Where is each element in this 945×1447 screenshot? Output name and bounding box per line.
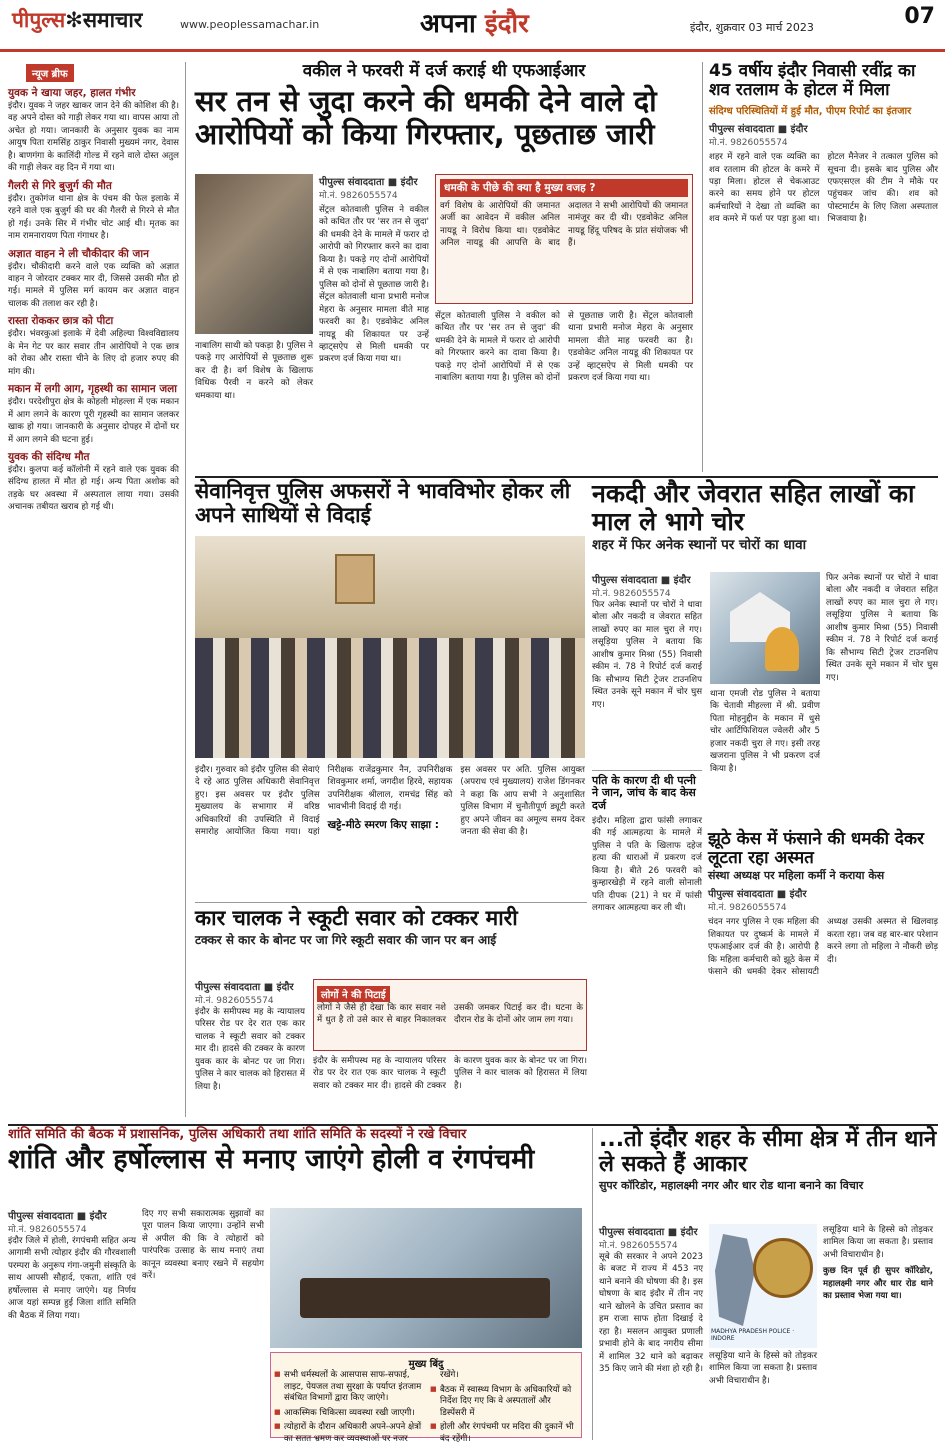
byline: पीपुल्स संवाददाता ■ इंदौर: [8, 1211, 107, 1222]
story-headline[interactable]: झूठे केस में फंसाने की धमकी देकर लूटता रहा अस्मत: [708, 829, 924, 869]
story-headline[interactable]: सेवानिवृत्त पुलिस अफसरों ने भावविभोर होकर ली अपने साथियों से विदाई: [195, 479, 571, 527]
police-badge-icon: [753, 1238, 813, 1298]
conference-table: [300, 1278, 550, 1318]
story-headline[interactable]: 45 वर्षीय इंदौर निवासी रवींद्र का शव रतलाम के होटल में मिला: [709, 61, 916, 101]
story-new-police-stations: [592, 1128, 938, 1440]
brief-item: गैलरी से गिरे बुजुर्ग की मौत इंदौर। तुकोगंज थाना क्षेत्र के पंचम की फेल इलाके में रहने वाले एक बुजुर्ग की घर की गैलरी से गिरने से मौत हो गई। उनके सिर में गंभीर चोट आई थी। मृतक का नाम रामनारायण पिता गंगाधर है।: [8, 179, 179, 242]
story-kicker: वकील ने फरवरी में दर्ज कराई थी एफआईआर: [302, 61, 586, 81]
story-peace-committee: [8, 1127, 582, 1444]
story-headline[interactable]: पति के कारण दी थी पत्नी ने जान, जांच के बाद केस दर्ज: [592, 774, 696, 812]
story-body-found: [702, 62, 938, 472]
story-headline[interactable]: सर तन से जुदा करने की धमकी देने वाले दो आरोपियों को किया गिरफ्तार, पूछताछ जारी: [195, 84, 657, 151]
story-kicker: शांति समिति की बैठक में प्रशासनिक, पुलिस अधिकारी तथा शांति समिति के सदस्यों ने रखे विचार: [8, 1127, 467, 1142]
portrait-frame-icon: [335, 554, 375, 604]
story-continued: सेंट्रल कोतवाली पुलिस ने वकील को कथित तौर पर 'सर तन से जुदा' की धमकी देने के मामले में फरार दो आरोपी को गिरफ्तार करने का दावा किया है। पकड़े गए दोनों आरोपियों में से एक नाबालिग बताया गया है। पुलिस को दोनों से पूछताछ जारी है। सेंट्रल कोतवाली थाना प्रभारी मनोज मेहरा के अनुसार मामला वीते माह फरवरी का है। एडवोकेट अनिल नायडू की शिकायत पर उन्हें व्हाट्सऐप से मिली धमकी पर प्रकरण दर्ज किया गया था।: [435, 311, 693, 384]
story-body: पीपुल्स संवाददाता ■ इंदौर मो.नं. 9826055574 सूबे की सरकार ने अपने 2023 के बजट में राज्य में 453 नए थाने बनाने की घोषणा की है। इस घोषणा के बाद इंदौर में तीन नए थाने खोलने के उचित प्रस्ताव का हम राजा साफ होता दिखाई दे रहा है। मसलन आयुक्त प्रणाली प्रभावी होने के बाद नगरीय सीमा में शामिल 32 थाने को बढ़ाकर 35 किए जाने की मंशा हो रही है।: [599, 1224, 703, 1440]
story-body-2: इंदौर के समीपस्थ मह के न्यायालय परिसर रोड पर देर रात एक कार चालक ने स्कूटी सवार को टक्कर मार दी। हादसे की टक्कर के कारण युवक कार के बोनट पर जा गिरा। पुलिस ने कार चालक को हिरासत में लिया है।: [313, 1056, 587, 1091]
divider: [8, 1124, 938, 1126]
story-headline[interactable]: कार चालक ने स्कूटी सवार को टक्कर मारी: [195, 906, 518, 930]
meeting-photo: [270, 1208, 582, 1348]
people-row: [195, 638, 585, 758]
key-points-box: मुख्य बिंदु ■ सभी धर्मस्थलों के आसपास साफ-सफाई, लाइट, पेयजल तथा सुरक्षा के पर्याप्त इंतजाम संबंधित विभागों द्वारा किए जाएंगे। ■ आकस्मिक चिकित्सा व्यवस्था रखी जाएगी। ■ त्योहारों के दौरान अधिकारी अपने-अपने क्षेत्रों का सतत भ्रमण कर व्यवस्थाओं पर नजर रखेंगे। ■ बैठक में स्वास्थ्य विभाग के अधिकारियों को निर्देश दिए गए कि वे अस्पतालों और डिस्पेंसरी में ■ होली और रंगपंचमी पर मदिरा की दुकानें भी बंद रहेंगी।: [270, 1352, 582, 1438]
story-body-2: लसूड़िया थाने के हिस्से को तोड़कर शामिल किया जा सकता है। प्रस्ताव अभी विचाराधीन है।: [709, 1351, 817, 1386]
story-body-3: लसूड़िया थाने के हिस्से को तोड़कर शामिल किया जा सकता है। प्रस्ताव अभी विचाराधीन है। कुछ दिन पूर्व ही सुपर कॉरिडोर, महालक्ष्मी नगर और धार रोड थाने का प्रस्ताव भेजा गया था।: [823, 1225, 933, 1302]
key-point: ■ त्योहारों के दौरान अधिकारी अपने-अपने क्षेत्रों का सतत भ्रमण कर व्यवस्थाओं पर नजर रखेंगे।: [274, 1370, 578, 1447]
why-threat-box: धमकी के पीछे की क्या है मुख्य वजह ? वर्ग विशेष के आरोपियों की जमानत अर्जी का आवेदन में वकील अनिल नायडू ने विरोध किया था। एडवोकेट अनिल नायडू की आपत्ति के बाद अदालत ने सभी आरोपियों की जमानत नामंजूर कर दी थी। एडवोकेट अनिल नायडू हिंदू परिषद के प्रांत संयोजक भी हैं।: [435, 174, 693, 304]
masthead: [0, 0, 945, 52]
thief-icon: [765, 627, 799, 671]
story-body: पीपुल्स संवाददाता ■ इंदौर मो.नं. 9826055574 फिर अनेक स्थानों पर चोरों ने धावा बोला और नकदी व जेवरात सहित लाखों रुपए का माल चुरा ले गए। लसूड़िया पुलिस ने बताया कि आशीष कुमार मिश्रा (55) निवासी स्कीम नं. 78 ने रिपोर्ट दर्ज कराई कि सौभाग्य सिटी ट्रेजर टाउनशिप स्थित उनके सूने मकान में चोर घुस गए।: [592, 572, 702, 840]
story-wife-suicide: पति के कारण दी थी पत्नी ने जान, जांच के बाद केस दर्ज इंदौर। महिला द्वारा फांसी लगाकर की गई आत्महत्या के मामले में पुलिस ने पति के खिलाफ दहेज हत्या की धाराओं में प्रकरण दर्ज किया है। बीते 26 फरवरी को कुम्हारखेड़ी में रहने वाली सोनाली पति दीपक (21) ने घर में फांसी लगाकर आत्महत्या कर ली थी।: [592, 770, 702, 1105]
story-body-3: फिर अनेक स्थानों पर चोरों ने धावा बोला और नकदी व जेवरात सहित लाखों रुपए का माल चुरा ले गए। लसूड़िया पुलिस ने बताया कि आशीष कुमार मिश्रा (55) निवासी स्कीम नं. 78 ने रिपोर्ट दर्ज कराई कि सौभाग्य सिटी ट्रेजर टाउनशिप स्थित उनके सूने मकान में चोर घुस गए।: [826, 573, 938, 683]
news-brief-tag: न्यूज ब्रीफ: [26, 64, 74, 82]
story-assault-case: झूठे केस में फंसाने की धमकी देकर लूटता रहा अस्मत संस्था अध्यक्ष पर महिला कर्मी ने कराया केस पीपुल्स संवाददाता ■ इंदौर मो.नं. 9826055574 चंदन नगर पुलिस ने एक महिला की शिकायत पर दुष्कर्म के मामले में एफआईआर दर्ज की है। आरोपी है कि महिला कर्मचारी को झूठे केस में फंसाने की धमकी देकर सोसायटी अध्यक्ष उसकी अस्मत से खिलवाड़ करता रहा। जब वह बार-बार परेशान करने लगा तो महिला ने नौकरी छोड़ दी।: [708, 829, 938, 978]
mobile: मो.नं. 9826055574: [709, 138, 788, 149]
divider: [195, 476, 938, 478]
thief-illustration: [710, 572, 820, 684]
key-point: ■ होली और रंगपंचमी पर मदिरा की दुकानें भी बंद रहेंगी।: [430, 1422, 578, 1445]
mobile: मो.नं. 9826055574: [319, 191, 398, 201]
story-subhead: सुपर कॉरिडोर, महालक्ष्मी नगर और धार रोड थाना बनाने का विचार: [599, 1179, 864, 1193]
brief-item: रास्ता रोककर छात्र को पीटा इंदौर। भंवरकुआं इलाके में देवी अहिल्या विश्वविद्यालय के मेन गेट पर कार सवार तीन आरोपियों ने एक छात्र को रोका और रास्ता चीने के लिए दो हजार रुपए की मांग की।: [8, 315, 179, 377]
key-point: ■ बैठक में स्वास्थ्य विभाग के अधिकारियों को निर्देश दिए गए कि वे अस्पतालों और डिस्पेंसरी में: [430, 1385, 578, 1420]
brief-item: अज्ञात वाहन ने ली चौकीदार की जान इंदौर। चौकीदारी करने वाले एक व्यक्ति को अज्ञात वाहन ने जोरदार टक्कर मार दी, जिससे उसकी मौत हो गई। मामले में पुलिस मर्ग कायम कर अज्ञात वाहन चालक की तलाश कर रही है।: [8, 247, 179, 309]
brief-item: युवक ने खाया जहर, हालत गंभीर इंदौर। युवक ने जहर खाकर जान देने की कोशिश की है। वह अपने दोस्त को गाड़ी लेकर गया था। वापस आया तो अचेत हो गया। जानकारी के अनुसार युवक का नाम आयुष पिता रामसिंह ठाकुर निवासी मुख्यमं नगर, देवास है। बाणगंगा के कालिंदी गोल्ड में रहने वाले दोस्त अतुल की गाड़ी लेकर वह दिन में गया था।: [8, 87, 179, 174]
byline: पीपुल्स संवाददाता ■ इंदौर: [708, 889, 807, 901]
brief-item: मकान में लगी आग, गृहस्थी का सामान जला इंदौर। परदेशीपुरा क्षेत्र के कोहली मोहल्ला में एक मकान में आग लगने के कारण पूरी गृहस्थी का सामान जलकर खाक हो गया। जानकारी के अनुसार दोपहर में दोनों घर में आग लगने की घटना हुई।: [8, 383, 179, 445]
story-body-2: थाना एमजी रोड पुलिस ने बताया कि चेतावी मीहल्ला में श्री. प्रवीण पिता मोहनुद्दीन के मकान में धुसे चोर आर्टिफिशियल ज्वेलरी और 5 हजार नकदी चुरा ले गए। इसी तरह खजराना पुलिस ने भी प्रकरण दर्ज किया है।: [710, 689, 820, 774]
brief-item: युवक की संदिग्ध मौत इंदौर। कुलपा कई कॉलोनी में रहने वाले एक युवक की संदिग्ध हालत में मौत हो गई। अन्य पिता अशोक को तड़के घर अवस्था में अस्पताल लाया गया। उसकी अचानक तबीयत खराब हो गई थी।: [8, 450, 179, 513]
story-body: पीपुल्स संवाददाता ■ इंदौर मो.नं. 9826055574 इंदौर के समीपस्थ मह के न्यायालय परिसर रोड पर देर रात एक कार चालक ने स्कूटी सवार को टक्कर मार दी। हादसे की टक्कर के कारण युवक कार के बोनट पर जा गिरा। पुलिस ने कार चालक को हिरासत में लिया है।: [195, 979, 305, 1123]
byline: पीपुल्स संवाददाता ■ इंदौर: [592, 575, 691, 586]
story-subhead: टक्कर से कार के बोनट पर जा गिरे स्कूटी सवार की जान पर बन आई: [195, 932, 497, 947]
news-brief-column: [8, 62, 186, 1117]
story-body: शहर में रहने वाले एक व्यक्ति का शव रतलाम की होटल के कमरे में पड़ा मिला। होटल से चेकआउट करने का समय होने पर होटल कर्मचारियों ने देखा तो व्यक्ति का शव कमरे में फर्श पर पड़ा हुआ था। होटल मैनेजर ने तत्काल पुलिस को सूचना दी। इसके बाद पुलिस और एफएसएल की टीम ने मौके पर पहुंचकर जांच की। शव को पोस्टमार्टम के लिए जिला अस्पताल भिजवाया है।: [709, 152, 938, 225]
farewell-group-photo: [195, 536, 585, 758]
story-body: पीपुल्स संवाददाता ■ इंदौर मो.नं. 9826055574 सेंट्रल कोतवाली पुलिस ने वकील को कथित तौर पर 'सर तन से जुदा' की धमकी देने के मामले में फरार दो आरोपी को गिरफ्तार करने का दावा किया है। पकड़े गए दोनों आरोपियों में से एक नाबालिग बताया गया है। पुलिस को दोनों से पूछताछ जारी है। सेंट्रल कोतवाली थाना प्रभारी मनोज मेहरा के अनुसार मामला वीते माह फरवरी का है। एडवोकेट अनिल नायडू की शिकायत पर उन्हें व्हाट्सऐप से मिली धमकी पर प्रकरण दर्ज किया गया था।: [319, 174, 429, 464]
story-threat-arrest: [195, 62, 693, 472]
story-headline[interactable]: ...तो इंदौर शहर के सीमा क्षेत्र में तीन थाने ले सकते हैं आकार: [599, 1127, 937, 1177]
map-icon: [715, 1234, 755, 1326]
story-subhead: संदिग्ध परिस्थितियों में हुई मौत, पीएम रिपोर्ट का इंतजार: [709, 106, 912, 118]
story-headline[interactable]: नकदी और जेवरात सहित लाखों का माल ले भागे चोर: [592, 479, 915, 536]
byline: पीपुल्स संवाददाता ■ इंदौर: [195, 982, 294, 993]
beating-box: लोगों ने की पिटाई लोगों ने जैसे ही देखा कि कार सवार नशे में धुत है तो उसे कार से बाहर निकालकर उसकी जमकर पिटाई कर दी। घटना के दौरान रोड के दोनों ओर जाम लग गया।: [313, 979, 587, 1051]
dateline: इंदौर, शुक्रवार 03 मार्च 2023: [690, 21, 814, 34]
section-title: अपना इंदौर: [420, 9, 529, 39]
story-subhead: शहर में फिर अनेक स्थानों पर चोरों का धावा: [592, 537, 807, 553]
key-point: ■ सभी धर्मस्थलों के आसपास साफ-सफाई, लाइट, पेयजल तथा सुरक्षा के पर्याप्त इंतजाम संबंधित विभागों द्वारा किए जाएंगे।: [274, 1370, 422, 1405]
story-body: पीपुल्स संवाददाता ■ इंदौर मो.नं. 9826055574 इंदौर जिले में होली, रंगपंचमी सहित अन्य आगामी सभी त्योहार इंदौर की गौरवशाली परम्परा के अनुरूप गंगा-जमुनी संस्कृति के साथ आपसी सौहार्द, एकता, शांति एवं हर्षोल्लास से मनाए जाएंगे। यह निर्णय आज यहां सम्पन्न हुई जिला शांति समिति की बैठक में लिया गया।: [8, 1208, 136, 1440]
accused-photo: [195, 174, 313, 334]
byline: पीपुल्स संवाददाता ■ इंदौर: [599, 1227, 698, 1238]
police-badge-graphic: MADHYA PRADESH POLICE · INDORE: [709, 1224, 817, 1348]
photo-caption: नाबालिग साथी को पकड़ा है। पुलिस ने पकड़े गए आरोपियों से पूछताछ शुरू कर दी है। वर्ग विशेष के खिलाफ विधिक पैरवी न करने को लेकर धमकाया था।: [195, 341, 313, 401]
website-url[interactable]: www.peoplessamachar.in: [180, 18, 320, 31]
byline: पीपुल्स संवाददाता ■ इंदौर: [709, 124, 808, 136]
key-point: ■ आकस्मिक चिकित्सा व्यवस्था रखी जाएगी।: [274, 1408, 422, 1420]
story-body-2: दिए गए सभी सकारात्मक सुझावों का पूरा पालन किया जाएगा। उन्होंने सभी से अपील की कि वे त्योहारों को पारंपरिक उत्साह के साथ मनाएं तथा कानून व्यवस्था बनाए रखने में सहयोग करें।: [142, 1209, 264, 1282]
newspaper-logo: पीपुल्स✻समाचार: [12, 8, 143, 32]
page-number: 07: [904, 4, 935, 29]
story-scooty-accident: [195, 902, 587, 1122]
story-headline[interactable]: शांति और हर्षोल्लास से मनाए जाएंगे होली व रंगपंचमी: [8, 1143, 535, 1175]
byline: पीपुल्स संवाददाता ■ इंदौर: [319, 177, 418, 188]
story-body: इंदौर। गुरुवार को इंदौर पुलिस की सेवाएं दे रहे आठ पुलिस अधिकारी सेवानिवृत्त हुए। इस अवसर पर इंदौर पुलिस मुख्यालय के सभागार में वरिष्ठ अधिकारियों की उपस्थिति में विदाई समारोह आयोजित किया गया। यहां निरीक्षक राजेंद्रकुमार नैन, उपनिरीक्षक शिवकुमार शर्मा, जगदीश हिरवे, सहायक उपनिरीक्षक श्रीलाल, रामचंद्र सिंह को भावभीनी विदाई दी गई। खट्टे-मीठे स्मरण किए साझा : इस अवसर पर अति. पुलिस आयुक्त (अपराध एवं मुख्यालय) राजेश डिंगनकर ने कहा कि आप सभी ने अनुशासित पुलिस विभाग में चुनौतीपूर्ण ड्यूटी करते हुए अपने जीवन का अमूल्य समय देकर जनता की सेवा की है।: [195, 765, 585, 838]
story-subhead: संस्था अध्यक्ष पर महिला कर्मी ने कराया केस: [708, 869, 885, 883]
story-retired-police: [195, 480, 585, 900]
